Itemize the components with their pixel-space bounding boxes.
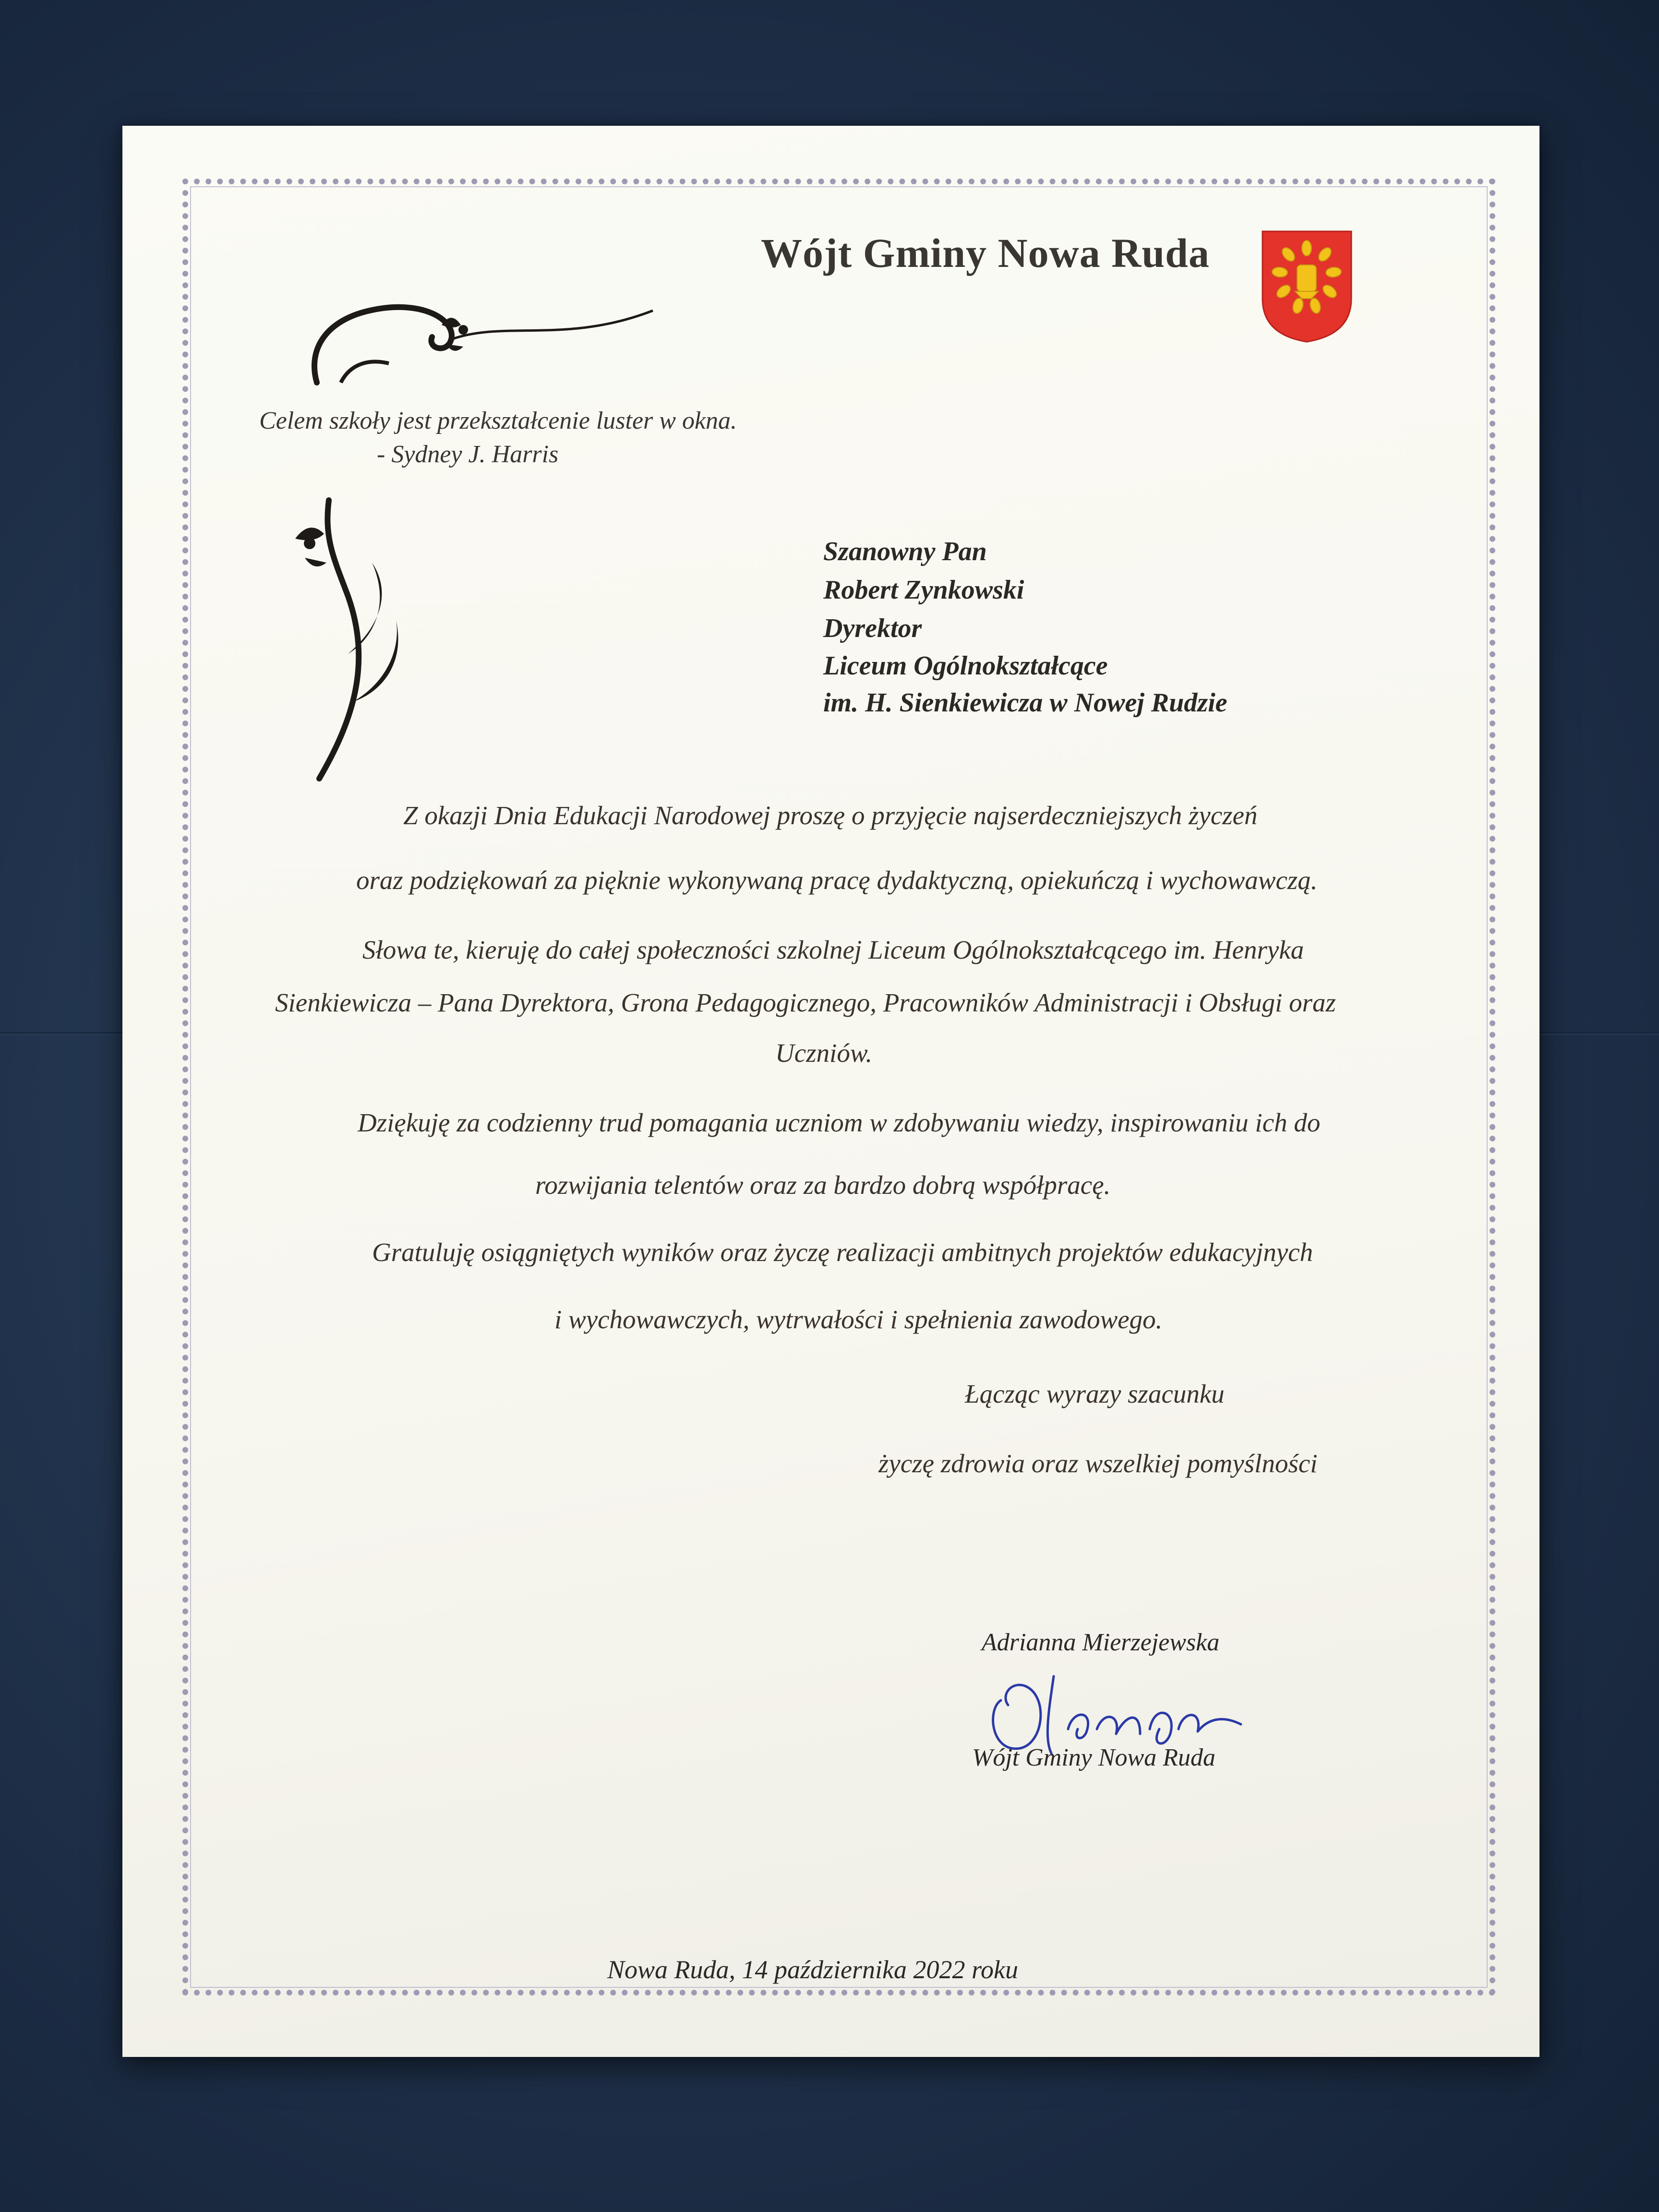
place-and-date: Nowa Ruda, 14 października 2022 roku [607, 1955, 1018, 1984]
recipient-line: Dyrektor [823, 613, 922, 643]
recipient-line: Robert Zynkowski [823, 575, 1024, 605]
body-line: oraz podziękowań za pięknie wykonywaną pracę dydaktyczną, opiekuńczą i wychowawczą. [356, 866, 1318, 895]
motto-quote: Celem szkoły jest przekształcenie luster w okna. [259, 407, 737, 434]
signatory-role: Wójt Gminy Nowa Ruda [972, 1744, 1215, 1771]
coat-of-arms-icon [1258, 227, 1356, 344]
body-line: Gratuluję osiągniętych wyników oraz życzę realizacji ambitnych projektów edukacyjnych [372, 1238, 1313, 1267]
closing-line: Łącząc wyrazy szacunku [965, 1379, 1225, 1408]
motto-author: - Sydney J. Harris [377, 441, 559, 468]
floral-ornament-top [298, 291, 672, 387]
floral-ornament-bottom [276, 481, 410, 788]
recipient-line: Liceum Ogólnokształcące [823, 651, 1108, 681]
letter-sheet [122, 126, 1539, 2057]
body-line: Uczniów. [775, 1038, 873, 1068]
closing-line: życzę zdrowia oraz wszelkiej pomyślności [878, 1449, 1318, 1478]
body-line: Słowa te, kieruję do całej społeczności szkolnej Liceum Ogólnokształcącego im. Henryka [362, 935, 1304, 964]
body-line: Sienkiewicza – Pana Dyrektora, Grona Pedagogicznego, Pracowników Administracji i Obsługi oraz [275, 988, 1336, 1017]
body-line: i wychowawczych, wytrwałości i spełnienia zawodowego. [554, 1305, 1163, 1334]
recipient-line: im. H. Sienkiewicza w Nowej Rudzie [823, 688, 1227, 718]
body-line: Dziękuję za codzienny trud pomagania uczniom w zdobywaniu wiedzy, inspirowaniu ich do [358, 1108, 1321, 1137]
body-line: rozwijania telentów oraz za bardzo dobrą współpracę. [535, 1170, 1111, 1200]
recipient-line: Szanowny Pan [823, 537, 987, 566]
signatory-name: Adrianna Mierzejewska [982, 1629, 1220, 1656]
body-line: Z okazji Dnia Edukacji Narodowej proszę o przyjęcie najserdeczniejszych życzeń [403, 801, 1258, 830]
issuer-title: Wójt Gminy Nowa Ruda [761, 230, 1210, 276]
